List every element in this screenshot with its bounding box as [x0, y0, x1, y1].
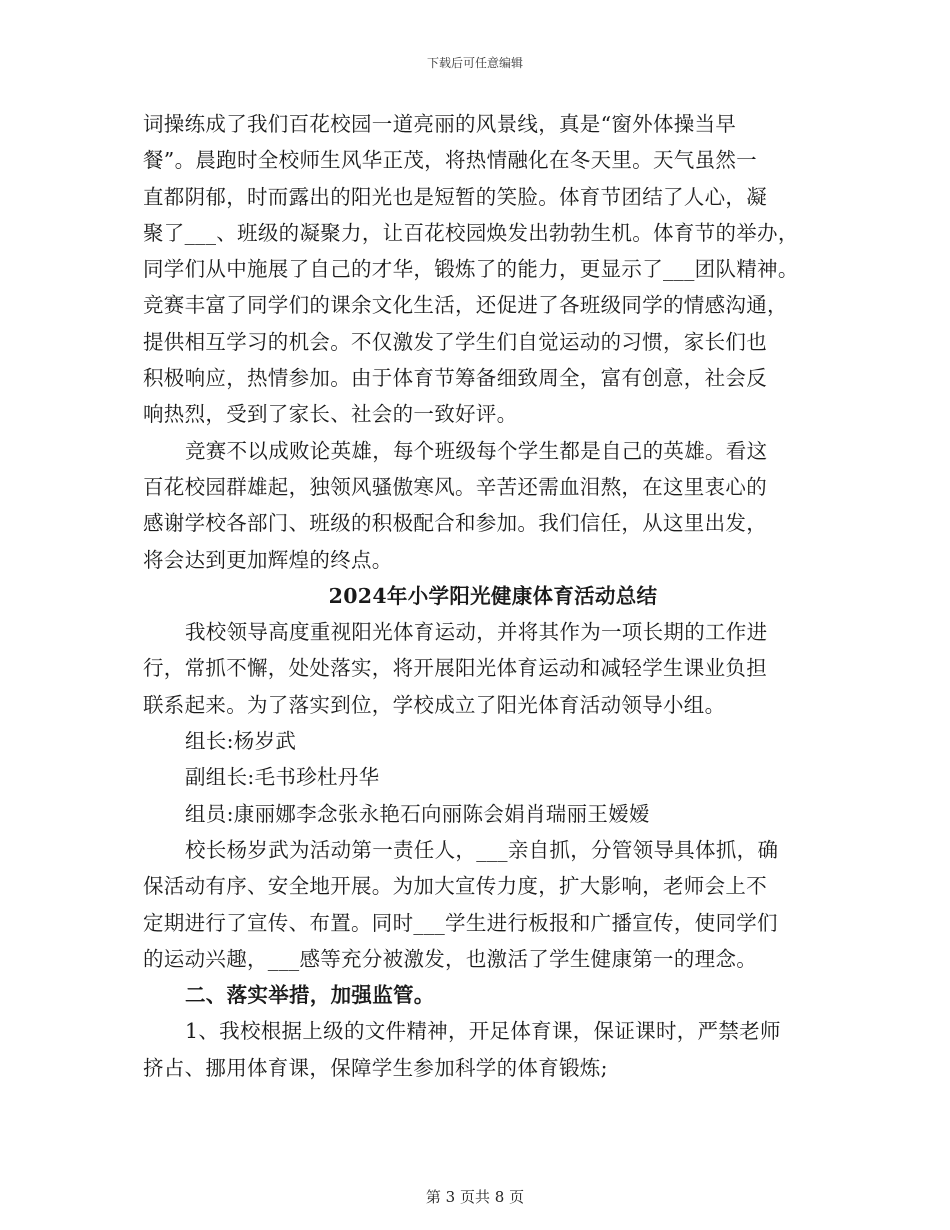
text-line: 组员:康丽娜李念张永艳石向丽陈会娟肖瑞丽王嫒嫒	[185, 801, 650, 826]
text-line: 1、我校根据上级的文件精神，开足体育课，保证课时，严禁老师	[185, 1019, 781, 1044]
page-footer: 第 3 页共 8 页	[425, 1188, 525, 1206]
section-heading: 二、落实举措，加强监管。	[185, 983, 435, 1008]
text-line: 感谢学校各部门、班级的积极配合和参加。我们信任，从这里出发，	[143, 511, 767, 536]
text-line: 直都阴郁，时而露出的阳光也是短暂的笑脸。体育节团结了人心，凝	[143, 184, 767, 209]
text-line: 定期进行了宣传、布置。同时___学生进行板报和广播宣传，使同学们	[143, 910, 778, 935]
text-line: 校长杨岁武为活动第一责任人，___亲自抓，分管领导具体抓，确	[185, 837, 779, 862]
text-line: 竞赛不以成败论英雄，每个班级每个学生都是自己的英雄。看这	[185, 438, 768, 463]
text-line: 同学们从中施展了自己的才华，锻炼了的能力，更显示了___团队精神。	[143, 257, 799, 282]
text-line: 行，常抓不懈，处处落实，将开展阳光体育运动和减轻学生课业负担	[143, 656, 767, 681]
text-line: 将会达到更加辉煌的终点。	[143, 547, 393, 572]
text-line: 的运动兴趣，___感等充分被激发，也激活了学生健康第一的理念。	[143, 946, 758, 971]
text-line: 保活动有序、安全地开展。为加大宣传力度，扩大影响，老师会上不	[143, 874, 767, 899]
text-line: 积极响应，热情参加。由于体育节筹备细致周全，富有创意，社会反	[143, 366, 767, 391]
text-line: 挤占、挪用体育课，保障学生参加科学的体育锻炼;	[143, 1055, 608, 1080]
text-line: 响热烈，受到了家长、社会的一致好评。	[143, 402, 518, 427]
section-title: 2024年小学阳光健康体育活动总结	[328, 583, 658, 608]
text-line: 竞赛丰富了同学们的课余文化生活，还促进了各班级同学的情感沟通，	[143, 293, 788, 318]
text-line: 百花校园群雄起，独领风骚傲寒风。辛苦还需血泪熬，在这里衷心的	[143, 474, 767, 499]
page-header: 下载后可任意编辑	[426, 56, 523, 70]
text-line: 提供相互学习的机会。不仅激发了学生们自觉运动的习惯，家长们也	[143, 329, 767, 354]
text-line: 组长:杨岁武	[185, 729, 297, 754]
document-body	[143, 106, 823, 1086]
text-line: 餐”。晨跑时全校师生风华正茂，将热情融化在冬天里。天气虽然一	[143, 148, 757, 173]
text-line: 聚了___、班级的凝聚力，让百花校园焕发出勃勃生机。体育节的举办，	[143, 220, 799, 245]
text-line: 词操练成了我们百花校园一道亮丽的风景线，真是“窗外体操当早	[143, 112, 737, 136]
text-line: 联系起来。为了落实到位，学校成立了阳光体育活动领导小组。	[143, 692, 726, 717]
text-line: 副组长:毛书珍杜丹华	[185, 765, 380, 790]
text-line: 我校领导高度重视阳光体育运动，并将其作为一项长期的工作进	[185, 620, 768, 645]
